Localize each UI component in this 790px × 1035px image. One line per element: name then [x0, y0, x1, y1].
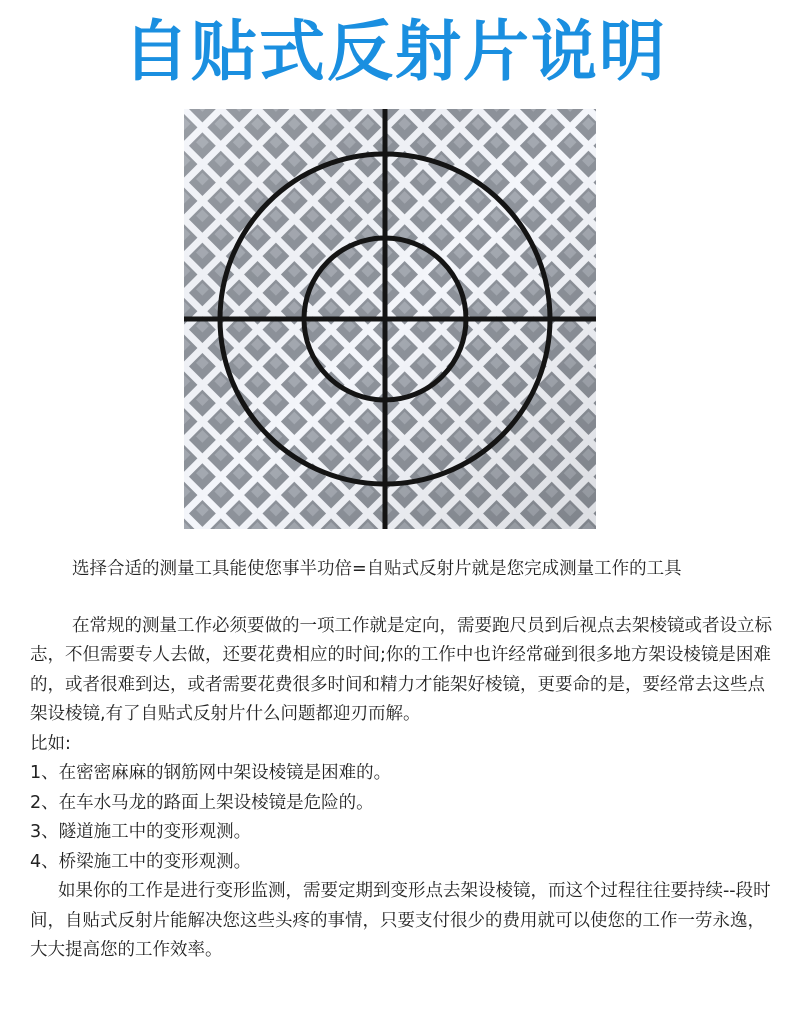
- page-title: 自贴式反射片说明: [123, 13, 667, 90]
- example-item: 2、在车水马龙的路面上架设棱镜是危险的。: [30, 792, 374, 813]
- target-icon: [184, 109, 596, 529]
- example-item: 4、桥梁施工中的变形观测。: [30, 851, 252, 872]
- problem-paragraph: 在常规的测量工作必须要做的一项工作就是定向，需要跑尺员到后视点去架棱镜或者设立标志，不但需要专人去做，还要花费相应的时间;你的工作中也许经常碰到很多地方架设棱镜是困难的，或者很难到达，或者需要花费很多时间和精力才能架好棱镜，更要命的是，要经常去这些点架设棱镜,有了自贴式反射片什么问题都迎刃而解。: [30, 615, 772, 724]
- example-item: 1、在密密麻麻的钢筋网中架设棱镜是困难的。: [30, 763, 392, 783]
- description-content: [30, 555, 775, 966]
- example-heading: 比如:: [30, 733, 71, 754]
- intro-paragraph: 选择合适的测量工具能使您事半功倍=自贴式反射片就是您完成测量工作的工具: [72, 559, 682, 579]
- example-item: 3、隧道施工中的变形观测。: [30, 822, 252, 842]
- reflective-target-image: [184, 109, 596, 529]
- conclusion-paragraph: 如果你的工作是进行变形监测，需要定期到变形点去架设棱镜，而这个过程往往要持续--段时间，自贴式反射片能解决您这些头疼的事情，只要支付很少的费用就可以使您的工作一劳永逸，大大提高您的工作效率。: [30, 881, 771, 960]
